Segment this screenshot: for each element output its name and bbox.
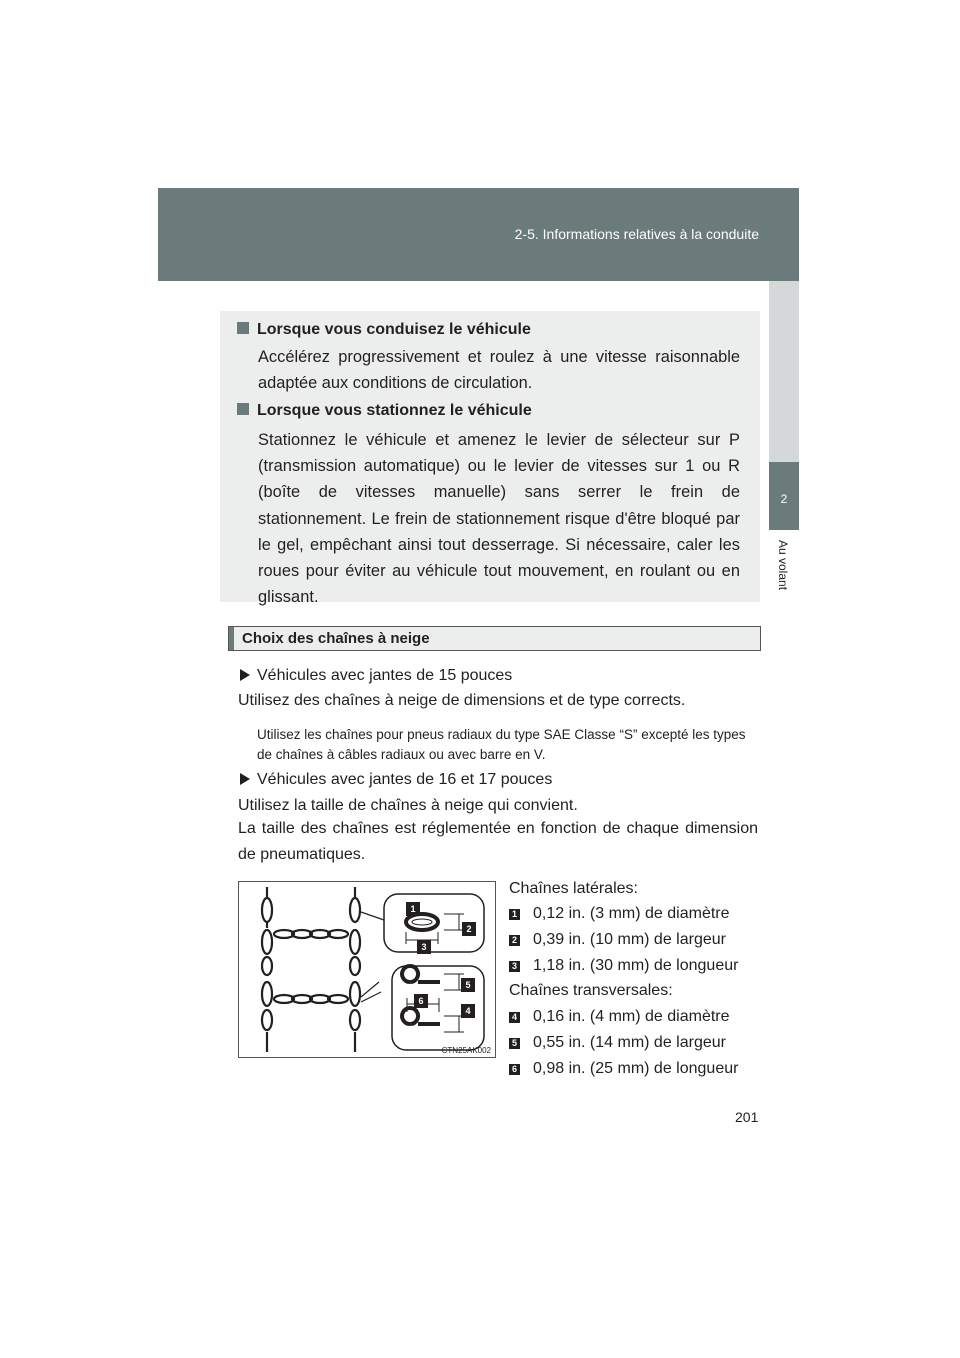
legend-item-5: 0,55 in. (14 mm) de largeur — [533, 1034, 726, 1051]
side-tab — [769, 462, 799, 530]
legend-badge-1: 1 — [509, 909, 520, 920]
callout-4: 4 — [461, 1004, 475, 1018]
legend-cross-title: Chaînes transversales: — [509, 982, 673, 999]
legend-badge-2: 2 — [509, 935, 520, 946]
chapter-header-title: 2-5. Informations relatives à la conduite — [514, 226, 759, 242]
paragraph-chain-regulation: La taille des chaînes est réglementée en fonction de chaque dimension de pneumatiques. — [238, 820, 758, 863]
legend-badge-4: 4 — [509, 1012, 520, 1023]
legend-badge-5: 5 — [509, 1038, 520, 1049]
section-header-bar — [229, 627, 234, 650]
legend-side-title: Chaînes latérales: — [509, 880, 638, 897]
callout-2: 2 — [462, 922, 476, 936]
square-bullet-icon — [237, 403, 249, 415]
side-tab-strip — [769, 281, 799, 462]
legend-item-1: 0,12 in. (3 mm) de diamètre — [533, 905, 730, 922]
side-tab-label: Au volant — [776, 540, 790, 591]
bullet-15-inch: Véhicules avec jantes de 15 pouces — [240, 667, 512, 685]
figure-code: CTN25AK002 — [441, 1046, 491, 1055]
callout-5: 5 — [461, 978, 475, 992]
page-number: 201 — [735, 1109, 759, 1125]
note-heading-parking: Lorsque vous stationnez le véhicule — [237, 402, 532, 420]
legend-item-6: 0,98 in. (25 mm) de longueur — [533, 1060, 739, 1077]
snow-chain-illustration — [239, 882, 495, 1057]
square-bullet-icon — [237, 322, 249, 334]
note-paragraph-parking: Stationnez le véhicule et amenez le levier de sélecteur sur P (transmission automatique) ou le levier de vitesses sur 1 ou R (boîte de vitesses manuelle) sans serrer le frein de stationnement. Le frein de stationnement risque d'être bloqué par le gel, empêchant ainsi tout desserrage. Si nécessaire, caler les roues pour éviter au véhicule tout mouvement, en roulant ou en glissant. — [258, 431, 740, 607]
legend-badge-6: 6 — [509, 1064, 520, 1075]
paragraph-chain-size: Utilisez la taille de chaînes à neige qui convient. — [238, 797, 578, 814]
callout-1: 1 — [406, 902, 420, 916]
triangle-bullet-icon — [240, 773, 250, 785]
callout-6: 6 — [414, 994, 428, 1008]
note-heading-driving: Lorsque vous conduisez le véhicule — [237, 321, 531, 339]
note-paragraph-driving: Accélérez progressivement et roulez à une vitesse raisonnable adaptée aux conditions de circulation. — [258, 348, 740, 393]
section-header — [228, 626, 761, 651]
section-title: Choix des chaînes à neige — [242, 630, 430, 647]
snow-chain-figure — [238, 881, 496, 1058]
legend-item-2: 0,39 in. (10 mm) de largeur — [533, 931, 726, 948]
chapter-header — [158, 188, 799, 281]
triangle-bullet-icon — [240, 669, 250, 681]
paragraph-chain-type: Utilisez des chaînes à neige de dimensions et de type corrects. — [238, 692, 686, 709]
bullet-16-17-inch: Véhicules avec jantes de 16 et 17 pouces — [240, 771, 552, 789]
legend-badge-3: 3 — [509, 961, 520, 972]
legend-item-4: 0,16 in. (4 mm) de diamètre — [533, 1008, 730, 1025]
callout-3: 3 — [417, 940, 431, 954]
legend-item-3: 1,18 in. (30 mm) de longueur — [533, 957, 739, 974]
note-chain-class: Utilisez les chaînes pour pneus radiaux du type SAE Classe “S” excepté les types de chaînes à câbles radiaux ou avec barre en V. — [257, 727, 746, 762]
side-tab-number: 2 — [780, 492, 788, 506]
